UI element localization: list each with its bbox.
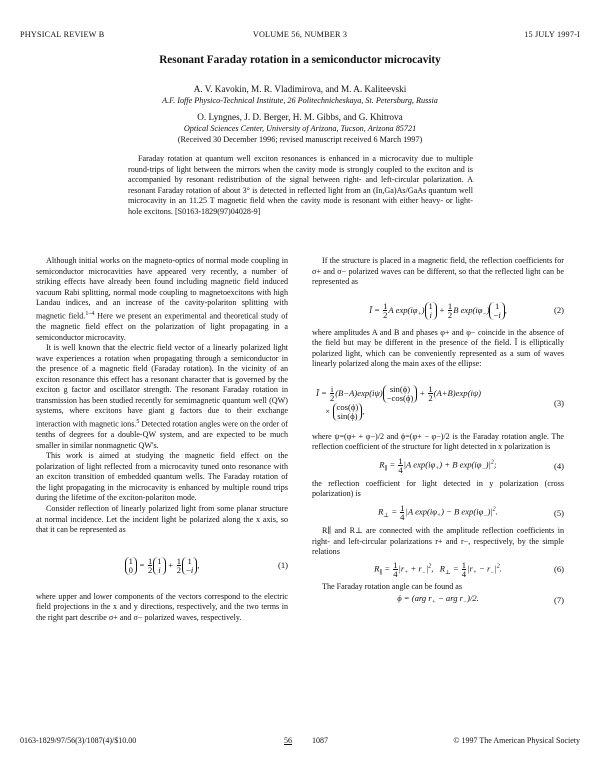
paragraph: where ψ=(φ+ + φ−)/2 and ϕ=(φ+ − φ−)/2 is the Faraday rotation angle. The reflection coefficient of the structure for light detected in x polarization is — [312, 431, 564, 452]
equation-2: Ĩ = $\frac{1}{2}$ A $\exp(i\varphi_+)$ 1 i + $\frac{1}{2}$ B $\exp(i\varphi_-)$ 1 −i, (2) — [369, 300, 564, 321]
paragraph: The Faraday rotation angle can be found as — [322, 581, 463, 591]
left-column — [36, 256, 288, 623]
paragraph: It is well known that the electric field vector of a linearly polarized light wave experiences a rotation when propagating through a semiconductor in the presence of a magnetic field (Faraday rotation). In the vicinity of an exciton resonance this effect has a resonant character that is governed by the exciton g factor and oscillator strength. The resonant Faraday rotation in transmission has been studied recently for semimagnetic quantum well (QW) systems, where excitons have giant g factors due to their exchange interaction with magnetic ions.$^5$ Detected rotation angles were on the order of tenths of degrees for a double-QW system, and are expected to be much smaller in similar nonmagnetic QW's. — [36, 343, 289, 450]
paragraph: R∥ and R⊥ are connected with the amplitude reflection coefficients in right- and left-circular polarizations r+ and r−, respectively, by the simple relations — [312, 526, 564, 557]
affiliation-1: A.F. Ioffe Physico-Technical Institute, 26 Politechnicheskaya, St. Petersburg, Russia — [162, 96, 438, 105]
paragraph: the reflection coefficient for light detected in y polarization (cross polarization) is — [312, 478, 564, 499]
equation-7: ϕ = (arg $r_+$ − arg $r_-)/2$. (7) — [397, 592, 564, 606]
copyright-code: 0163-1829/97/56(3)/1087(4)/$10.00 — [20, 736, 137, 745]
page-number: 1087 — [312, 736, 328, 745]
equation-6: $R_\parallel$ = $\frac{1}{4}$ $|r_+ + r_-|^2$, $R_\perp$ = $\frac{1}{4}$ $|r_+ - r_-|^2$. (6) — [374, 559, 564, 579]
equation-3: Ĩ = $\frac{i}{2}$ (B−A)exp(iψ) sin(ϕ) −cos(ϕ) + $\frac{1}{2}$ (A+B)exp(iψ) × cos(ϕ) sin(ϕ), (3) — [316, 383, 564, 421]
journal-name: PHYSICAL REVIEW B — [20, 30, 105, 39]
abstract: Faraday rotation at quantum well exciton resonances is enhanced in a microcavity due to multiple round-trips of light between the mirrors when the cavity mode is strongly coupled to the exciton and is accompanied by resonant redistribution of the signal between right- and left-circular polarization. A resonant Faraday rotation of about 3° is detected in reflected light from an (In,Ga)As/GaAs quantum well microcavity in an 11.25 T magnetic field when the cavity mode is resonant with either heavy- or light-hole excitons. [S0163-1829(97)04028-9] — [128, 154, 473, 216]
paragraph: Although initial works on the magneto-optics of normal mode coupling in semiconductor microcavities have appeared very recently, a number of striking effects have already been found including magnetic field induced vacuum Rabi splitting, normal mode coupling to magnetoexcitons with high Landau indices, and an increase of the cavity-polariton splitting with magnetic field.$^{1-4}$ Here we present an experimental and theoretical study of the magnetic field effect on the polarization of light propagating in a semiconductor microcavity. — [36, 256, 288, 342]
paragraph: If the structure is placed in a magnetic field, the reflection coefficients for σ+ and σ− polarized waves can be different, so that the reflected light can be represented as — [312, 256, 564, 287]
authors-group-2: O. Lyngnes, J. D. Berger, H. M. Gibbs, and G. Khitrova — [197, 112, 403, 122]
paragraph: Consider reflection of linearly polarized light from some planar structure at normal incidence. Let the incident light be polarized along the x axis, so that it can be represented as — [36, 503, 288, 535]
affiliation-2: Optical Sciences Center, University of Arizona, Tucson, Arizona 85721 — [183, 124, 417, 133]
issue-date: 15 JULY 1997-I — [524, 30, 580, 39]
copyright-notice: © 1997 The American Physical Society — [453, 736, 580, 745]
paragraph: where amplitudes A and B and phases φ+ and φ− coincide in the absence of the field but may be different in the presence of the field. Ĩ is elliptically polarized light, which can be conveniently represented as a sum of waves linearly polarized along the main axes of the ellipse: — [312, 327, 564, 369]
received-dates: (Received 30 December 1996; revised manuscript received 6 March 1997) — [177, 135, 423, 144]
paragraph: where upper and lower components of the vectors correspond to the electric field projections in the x and y directions, respectively, and the two terms in the right part describe σ+ and σ− polarized waves, respectively. — [36, 591, 288, 622]
volume-number: VOLUME 56, NUMBER 3 — [252, 30, 348, 39]
authors-group-1: A. V. Kavokin, M. R. Vladimirova, and M. A. Kaliteevski — [193, 84, 407, 94]
equation-5: $R_\perp$ = $\frac{1}{4}$ |A $\exp(i\varphi_+) - B$ $\exp(i\varphi_-)|^2$. (5) — [378, 503, 564, 523]
equation-1: 1 0 = $\frac{1}{2}$ 1 i + $\frac{1}{2}$ 1 −i, (1) — [36, 546, 288, 586]
paper-title: Resonant Faraday rotation in a semiconductor microcavity — [159, 54, 441, 66]
equation-4: $R_\parallel$ = $\frac{1}{4}$ |A $\exp(i\varphi_+) + B$ $\exp(i\varphi_-)|^2$; (4) — [379, 456, 564, 476]
right-column — [312, 256, 564, 608]
paragraph: This work is aimed at studying the magnetic field effect on the polarization of light reflected from a microcavity tuned onto resonance with an exciton transition of embedded quantum wells. The Faraday rotation of the light propagating in the microcavity is enhanced by multiple round trips during the lifetime of the exciton-polariton mode. — [36, 451, 288, 503]
volume-footer: 56 — [284, 736, 292, 745]
